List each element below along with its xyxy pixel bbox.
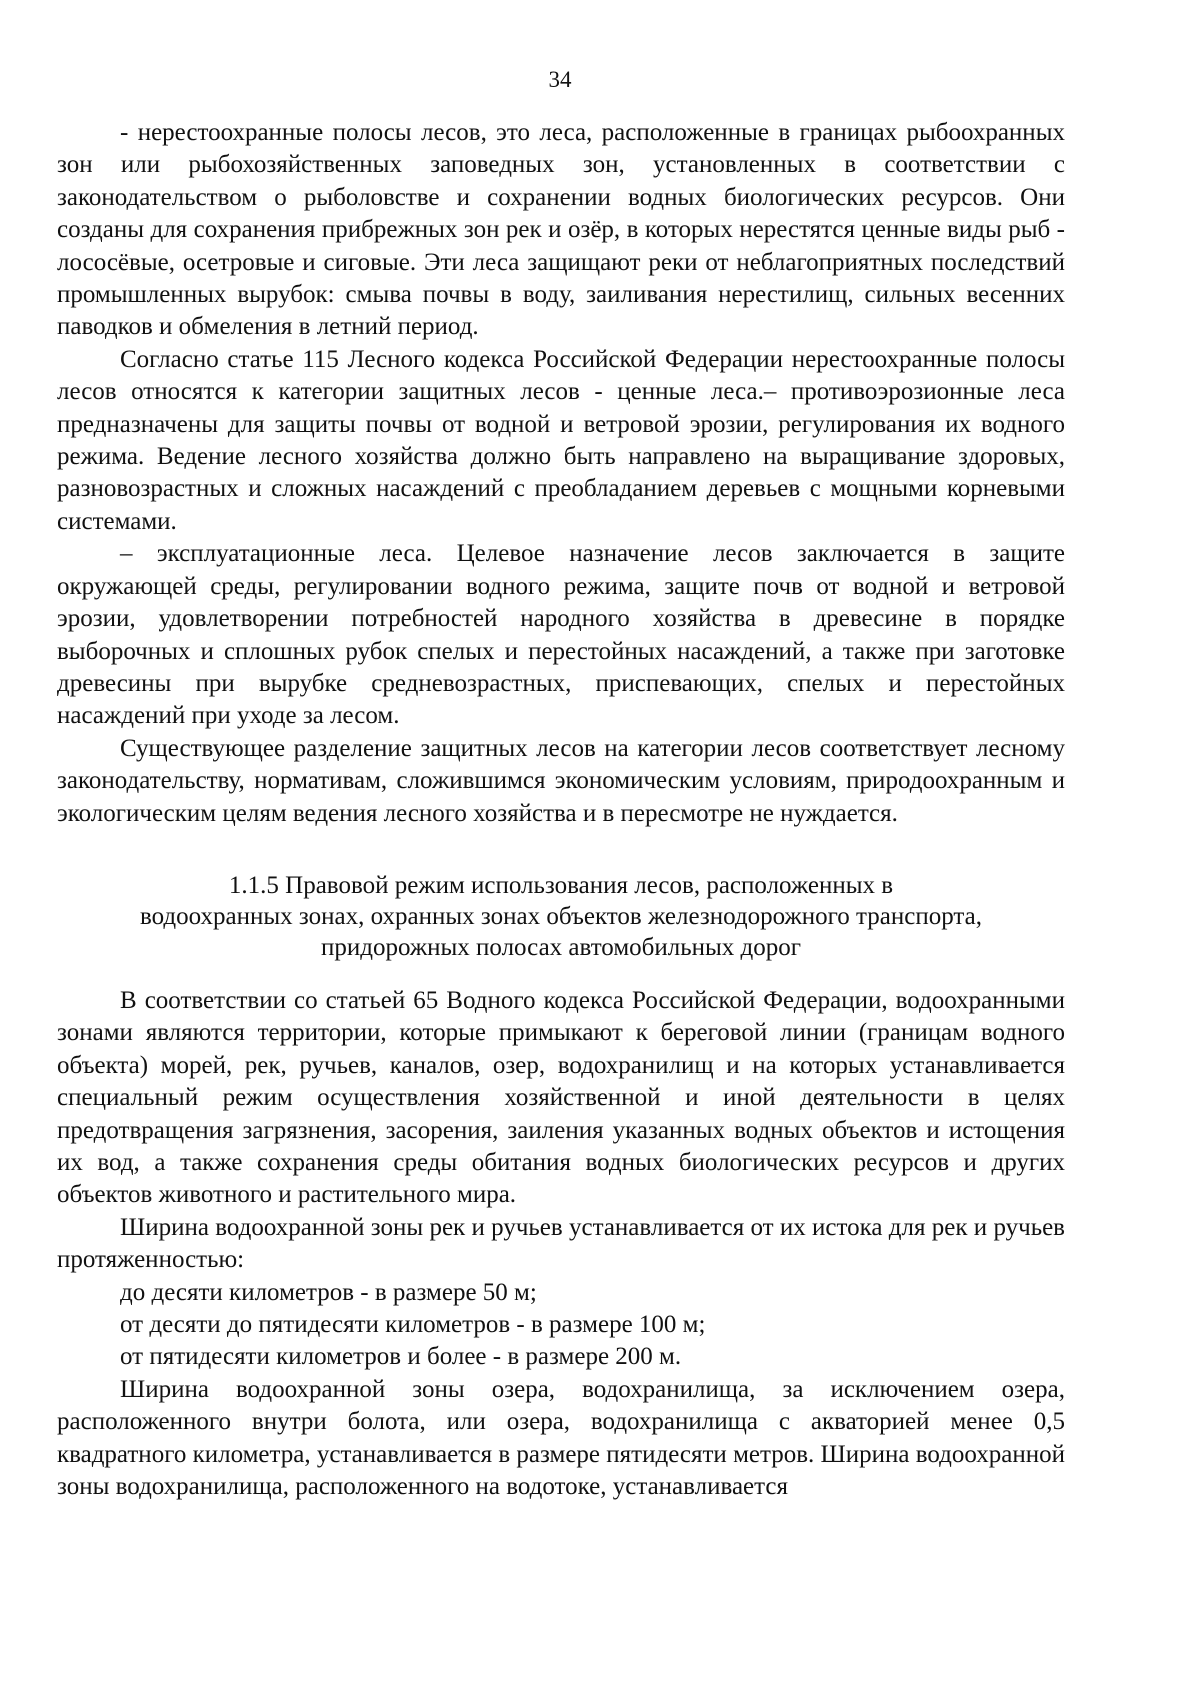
section-protective-forests xyxy=(57,117,1065,830)
section-heading-line-3: придорожных полосах автомобильных дорог xyxy=(320,933,802,961)
section-heading-line-2: водоохранных зонах, охранных зонах объектов железнодорожного транспорта, xyxy=(140,902,982,930)
page-content xyxy=(57,117,1065,1503)
section-heading xyxy=(57,870,1065,963)
page-number: 34 xyxy=(548,67,572,92)
section-heading-line-1: 1.1.5 Правовой режим использования лесов, расположенных в xyxy=(228,871,894,899)
paragraph-zone-width-rivers: Ширина водоохранной зоны рек и ручьев устанавливается от их истока для рек и ручьев протяженностью: xyxy=(57,1213,1065,1274)
section-water-protection-zones xyxy=(57,985,1065,1504)
paragraph-article-65: В соответствии со статьей 65 Водного кодекса Российской Федерации, водоохранными зонами являются территории, которые примыкают к береговой линии (границам водного объекта) морей, рек, ручьев, каналов, озер, водохранилищ и на которых устанавливается специальный режим осуществления хозяйственной и иной деятельности в целях предотвращения загрязнения, засорения, заиления указанных водных объектов и истощения их вод, а также сохранения среды обитания водных биологических ресурсов и других объектов животного и растительного мира. xyxy=(57,986,1065,1209)
list-item-up-to-ten-km: до десяти километров - в размере 50 м; xyxy=(120,1278,537,1306)
paragraph-exploitation-forests: – эксплуатационные леса. Целевое назначение лесов заключается в защите окружающей среды, регулировании водного режима, защите почв от водной и ветровой эрозии, удовлетворении потребностей народного хозяйства в древесине в порядке выборочных и сплошных рубок спелых и перестойных насаждений, а также при заготовке древесины при вырубке средневозрастных, приспевающих, спелых и перестойных насаждений при уходе за лесом. xyxy=(57,540,1065,730)
paragraph-spawning-strips: - нерестоохранные полосы лесов, это леса, расположенные в границах рыбоохранных зон или рыбохозяйственных заповедных зон, установленных в соответствии с законодательством о рыболовстве и сохранении водных биологических ресурсов. Они созданы для сохранения прибрежных зон рек и озёр, в которых нерестятся ценные виды рыб - лососёвые, осетровые и сиговые. Эти леса защищают реки от неблагоприятных последствий промышленных вырубок: смыва почвы в воду, заиливания нерестилищ, сильных весенних паводков и обмеления в летний период. xyxy=(57,119,1065,341)
paragraph-lake-reservoir-width: Ширина водоохранной зоны озера, водохранилища, за исключением озера, расположенного внутри болота, или озера, водохранилища с акваторией менее 0,5 квадратного километра, устанавливается в размере пятидесяти метров. Ширина водоохранной зоны водохранилища, расположенного на водотоке, устанавливается xyxy=(57,1375,1065,1501)
list-item-ten-to-fifty-km: от десяти до пятидесяти километров - в размере 100 м; xyxy=(120,1311,706,1338)
list-item-fifty-km-plus: от пятидесяти километров и более - в размере 200 м. xyxy=(120,1343,682,1371)
paragraph-article-115: Согласно статье 115 Лесного кодекса Российской Федерации нерестоохранные полосы лесов относятся к категории защитных лесов - ценные леса.– противоэрозионные леса предназначены для защиты почвы от водной и ветровой эрозии, регулирования их водного режима. Ведение лесного хозяйства должно быть направлено на выращивание здоровых, разновозрастных и сложных насаждений с преобладанием деревьев с мощными корневыми системами. xyxy=(57,345,1065,535)
paragraph-existing-division: Существующее разделение защитных лесов на категории лесов соответствует лесному законодательству, нормативам, сложившимся экономическим условиям, природоохранным и экологическим целям ведения лесного хозяйства и в пересмотре не нуждается. xyxy=(57,734,1065,827)
